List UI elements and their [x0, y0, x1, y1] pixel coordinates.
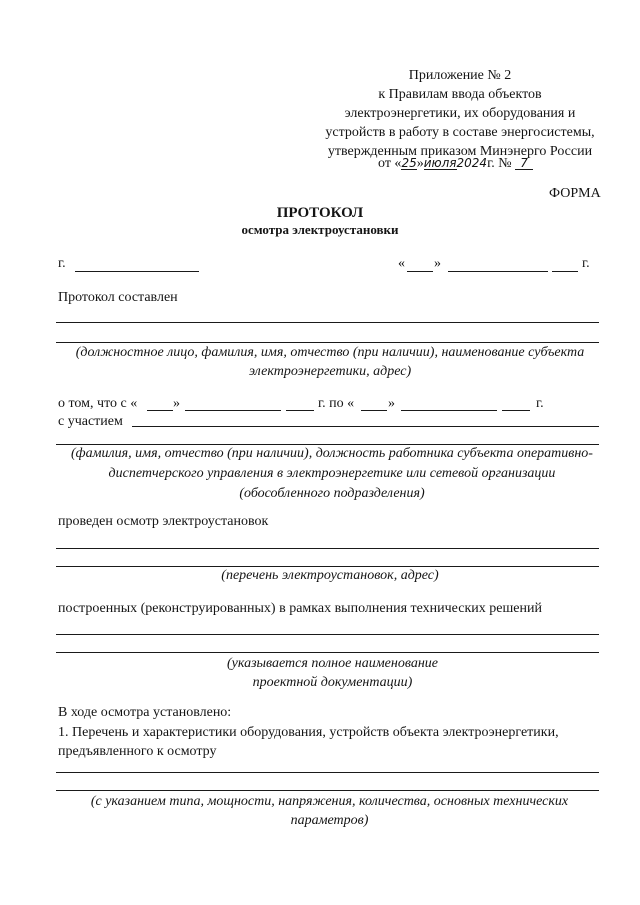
date-close-quote: »: [434, 256, 441, 271]
item-1-hint: (с указанием типа, мощности, напряжения, количества, основных технических параметров): [90, 794, 569, 828]
period-from-close: »: [173, 396, 180, 411]
date-month: июля: [423, 156, 457, 170]
date-suffix: г. №: [487, 156, 516, 171]
inspection-field-2[interactable]: [56, 566, 599, 567]
period-to-close: »: [388, 396, 395, 411]
period-from-year[interactable]: [286, 410, 314, 411]
period-to-day[interactable]: [361, 410, 387, 411]
participation-label: с участием: [58, 414, 123, 429]
built-field-2[interactable]: [56, 652, 599, 653]
document-subtitle: осмотра электроустановки: [241, 222, 399, 237]
appendix-line-1: Приложение № 2: [408, 68, 512, 83]
date-open-quote: «: [398, 256, 405, 271]
date-prefix: от «: [378, 156, 402, 171]
day-field[interactable]: [407, 271, 433, 272]
year-field[interactable]: [552, 271, 578, 272]
compiled-label: Протокол составлен: [58, 290, 178, 305]
inspection-hint: (перечень электроустановок, адрес): [221, 568, 439, 583]
item-1-text: 1. Перечень и характеристики оборудования, устройств объекта электроэнергетики, предъявленного к осмотру: [58, 725, 559, 759]
inspection-label: проведен осмотр электроустановок: [58, 514, 269, 529]
compiled-hint: (должностное лицо, фамилия, имя, отчество (при наличии), наименование субъекта электроэнергетики, адрес): [75, 345, 585, 379]
appendix-date: [378, 154, 533, 173]
period-from-label: о том, что с «: [58, 396, 138, 411]
participation-field-1[interactable]: [132, 426, 599, 427]
built-field-1[interactable]: [56, 634, 599, 635]
period-to-month[interactable]: [401, 410, 497, 411]
date-year: 2024: [456, 156, 488, 170]
built-label: построенных (реконструированных) в рамках выполнения технических решений: [58, 601, 542, 616]
date-number: 7: [515, 157, 533, 170]
item-1-field-1[interactable]: [56, 772, 599, 773]
city-field[interactable]: [75, 271, 199, 272]
appendix-line-4: устройств в работу в составе энергосистемы,: [325, 125, 595, 140]
period-to-year[interactable]: [502, 410, 530, 411]
date-day: 25: [401, 156, 417, 170]
appendix-line-3: электроэнергетики, их оборудования и: [344, 106, 576, 121]
participation-hint: (фамилия, имя, отчество (при наличии), должность работника субъекта оперативно-диспетчерского управления в электроэнергетике или сетевой организации (обособленного подразделения): [71, 446, 593, 501]
date-mid: »: [416, 156, 424, 171]
period-mid-label: г. по «: [318, 396, 355, 411]
forma-label: ФОРМА: [549, 186, 601, 201]
period-from-day[interactable]: [147, 410, 173, 411]
city-label: г.: [58, 256, 66, 271]
built-hint: (указывается полное наименование проектной документации): [227, 656, 438, 690]
item-1-field-2[interactable]: [56, 790, 599, 791]
date-year-suffix: г.: [582, 256, 590, 271]
period-year-suffix: г.: [536, 396, 544, 411]
appendix-line-2: к Правилам ввода объектов: [378, 87, 542, 102]
findings-label: В ходе осмотра установлено:: [58, 705, 232, 720]
month-field[interactable]: [448, 271, 548, 272]
appendix-line-5: утвержденным приказом Минэнерго России: [327, 144, 593, 159]
compiled-field-1[interactable]: [56, 322, 599, 323]
inspection-field-1[interactable]: [56, 548, 599, 549]
document-title: ПРОТОКОЛ: [276, 205, 364, 221]
period-from-month[interactable]: [185, 410, 281, 411]
